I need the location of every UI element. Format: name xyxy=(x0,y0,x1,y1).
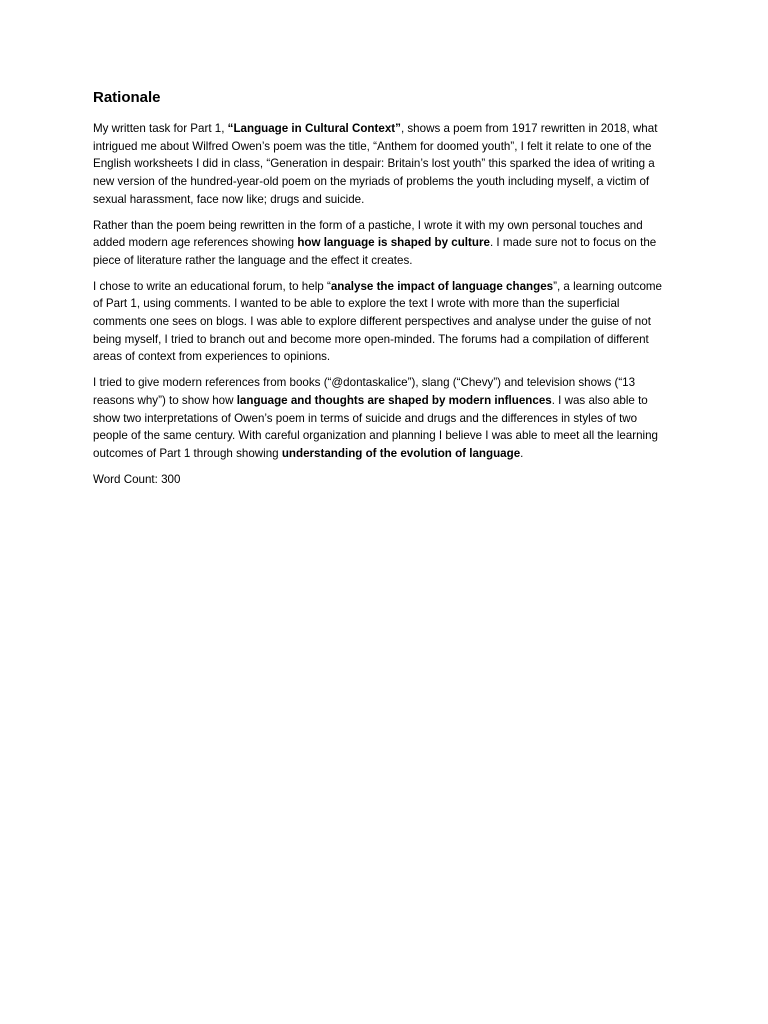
document-page xyxy=(93,88,673,488)
paragraph-3-bold: analyse the impact of language changes xyxy=(330,279,554,293)
paragraph-3 xyxy=(93,278,673,367)
paragraph-4 xyxy=(93,374,673,463)
paragraph-1-bold: “Language in Cultural Context” xyxy=(227,122,401,135)
word-count: Word Count: 300 xyxy=(93,472,181,486)
paragraph-4-text-c: . I was also able to show two interpretations of Owen’s poem in terms of suicide and drugs and the differences in styles of two people of the same century. With careful organization and planning I believe I was able to meet all the learning outcomes of Part 1 through showing xyxy=(93,393,658,460)
paragraph-2-text-c: . I made sure not to focus on the piece of literature rather the language and the effect it creates. xyxy=(93,236,657,267)
paragraph-3-text-a: I chose to write an educational forum, to help “ xyxy=(93,279,331,293)
paragraph-4-bold-2: understanding of the evolution of language xyxy=(281,446,521,460)
paragraph-4-text-a: I tried to give modern references from books (“@dontaskalice”), slang (“Chevy”) and television shows (“13 reasons why”) to show how xyxy=(93,376,636,407)
paragraph-1 xyxy=(93,120,673,209)
paragraph-1-text-a: My written task for Part 1, xyxy=(93,122,228,135)
paragraph-1-text-c: , shows a poem from 1917 rewritten in 2018, what intrigued me about Wilfred Owen’s poem was the title, “Anthem for doomed youth”, I felt it relate to one of the English worksheets I did in class, “Generation in despair: Britain’s lost youth” this sparked the idea of writing a new version of the hundred-year-old poem on the myriads of problems the youth including myself, a victim of sexual harassment, face now like; drugs and suicide. xyxy=(93,122,658,206)
paragraph-2-text-a: Rather than the poem being rewritten in the form of a pastiche, I wrote it with my own personal touches and added modern age references showing xyxy=(93,218,643,250)
paragraph-2-bold: how language is shaped by culture xyxy=(297,236,490,250)
document-title: Rationale xyxy=(93,89,161,106)
paragraph-3-text-c: ”, a learning outcome of Part 1, using comments. I wanted to be able to explore the text I wrote with more than the superficial comments one sees on blogs. I was able to explore different perspectives and analyse under the guise of not being myself, I tried to branch out and become more open-minded. The forums had a compilation of different areas of context from experiences to opinions. xyxy=(93,279,663,364)
paragraph-2 xyxy=(93,217,673,270)
paragraph-4-text-e: . xyxy=(520,446,524,460)
paragraph-4-bold-1: language and thoughts are shaped by modern influences xyxy=(236,393,552,407)
